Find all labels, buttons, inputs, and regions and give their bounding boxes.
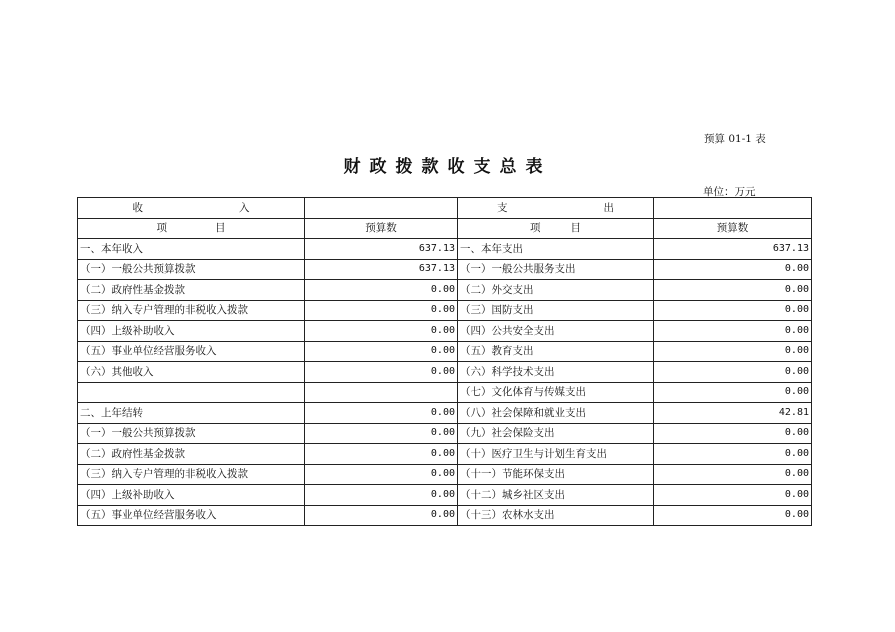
expense-item-header [458, 218, 654, 239]
expense-label: （三）国防支出 [458, 300, 654, 321]
table-row [78, 321, 812, 342]
expense-label: （八）社会保障和就业支出 [458, 403, 654, 424]
table-row [78, 485, 812, 506]
expense-value: 637.13 [654, 239, 812, 260]
income-label [78, 382, 305, 403]
table-row [78, 505, 812, 526]
income-value: 0.00 [305, 444, 458, 465]
expense-label: （十三）农林水支出 [458, 505, 654, 526]
expense-item-char-1: 项 [530, 222, 541, 234]
income-item-char-2: 目 [215, 222, 226, 234]
income-label: （四）上级补助收入 [78, 321, 305, 342]
expense-label: （九）社会保险支出 [458, 423, 654, 444]
income-value: 0.00 [305, 423, 458, 444]
income-header-char-2: 入 [239, 201, 250, 214]
expense-value: 42.81 [654, 403, 812, 424]
income-value: 0.00 [305, 464, 458, 485]
expense-label: （十二）城乡社区支出 [458, 485, 654, 506]
income-label: （二）政府性基金拨款 [78, 444, 305, 465]
expense-value: 0.00 [654, 300, 812, 321]
income-header-blank [305, 198, 458, 219]
header-row-columns [78, 218, 812, 239]
income-label: （三）纳入专户管理的非税收入拨款 [78, 300, 305, 321]
expense-value: 0.00 [654, 464, 812, 485]
table-row [78, 300, 812, 321]
expense-label: （十）医疗卫生与计划生育支出 [458, 444, 654, 465]
expense-value: 0.00 [654, 505, 812, 526]
expense-header-char-1: 支 [497, 201, 508, 214]
expense-label: （一）一般公共服务支出 [458, 259, 654, 280]
table-row [78, 280, 812, 301]
expense-value: 0.00 [654, 341, 812, 362]
expense-header [458, 198, 654, 219]
expense-value: 0.00 [654, 382, 812, 403]
income-value: 0.00 [305, 403, 458, 424]
income-value [305, 382, 458, 403]
table-row [78, 423, 812, 444]
table-row [78, 403, 812, 424]
income-value: 0.00 [305, 485, 458, 506]
expense-label: （二）外交支出 [458, 280, 654, 301]
page-title: 财政拨款收支总表 [343, 157, 552, 177]
income-item-header [78, 218, 305, 239]
expense-label: 一、本年支出 [458, 239, 654, 260]
expense-budget-header: 预算数 [654, 218, 812, 239]
income-label: （四）上级补助收入 [78, 485, 305, 506]
income-label: （三）纳入专户管理的非税收入拨款 [78, 464, 305, 485]
expense-label: （五）教育支出 [458, 341, 654, 362]
table-row [78, 341, 812, 362]
income-item-char-1: 项 [156, 222, 167, 234]
income-label: （一）一般公共预算拨款 [78, 423, 305, 444]
table-row [78, 444, 812, 465]
expense-value: 0.00 [654, 362, 812, 383]
income-value: 0.00 [305, 280, 458, 301]
expense-value: 0.00 [654, 444, 812, 465]
expense-item-char-2: 目 [570, 222, 581, 234]
income-value: 0.00 [305, 341, 458, 362]
header-row-group [78, 198, 812, 219]
table-row [78, 259, 812, 280]
expense-label: （十一）节能环保支出 [458, 464, 654, 485]
income-label: （一）一般公共预算拨款 [78, 259, 305, 280]
expense-header-blank [654, 198, 812, 219]
expense-value: 0.00 [654, 485, 812, 506]
expense-label: （六）科学技术支出 [458, 362, 654, 383]
income-label: （二）政府性基金拨款 [78, 280, 305, 301]
income-budget-header: 预算数 [305, 218, 458, 239]
income-label: （六）其他收入 [78, 362, 305, 383]
income-label: （五）事业单位经营服务收入 [78, 505, 305, 526]
income-value: 0.00 [305, 300, 458, 321]
table-row [78, 362, 812, 383]
expense-value: 0.00 [654, 423, 812, 444]
income-value: 0.00 [305, 362, 458, 383]
income-value: 0.00 [305, 321, 458, 342]
income-value: 637.13 [305, 239, 458, 260]
expense-value: 0.00 [654, 280, 812, 301]
income-label: 二、上年结转 [78, 403, 305, 424]
expense-value: 0.00 [654, 259, 812, 280]
expense-label: （四）公共安全支出 [458, 321, 654, 342]
budget-table [77, 197, 812, 526]
expense-label: （七）文化体育与传媒支出 [458, 382, 654, 403]
table-row [78, 239, 812, 260]
income-label: （五）事业单位经营服务收入 [78, 341, 305, 362]
income-header [78, 198, 305, 219]
unit-label: 单位：万元 [703, 186, 756, 198]
expense-header-char-2: 出 [603, 201, 614, 214]
income-value: 0.00 [305, 505, 458, 526]
table-code: 预算 01-1 表 [704, 133, 766, 145]
income-header-char-1: 收 [132, 201, 143, 214]
expense-value: 0.00 [654, 321, 812, 342]
table-row [78, 382, 812, 403]
table-row [78, 464, 812, 485]
income-label: 一、本年收入 [78, 239, 305, 260]
income-value: 637.13 [305, 259, 458, 280]
